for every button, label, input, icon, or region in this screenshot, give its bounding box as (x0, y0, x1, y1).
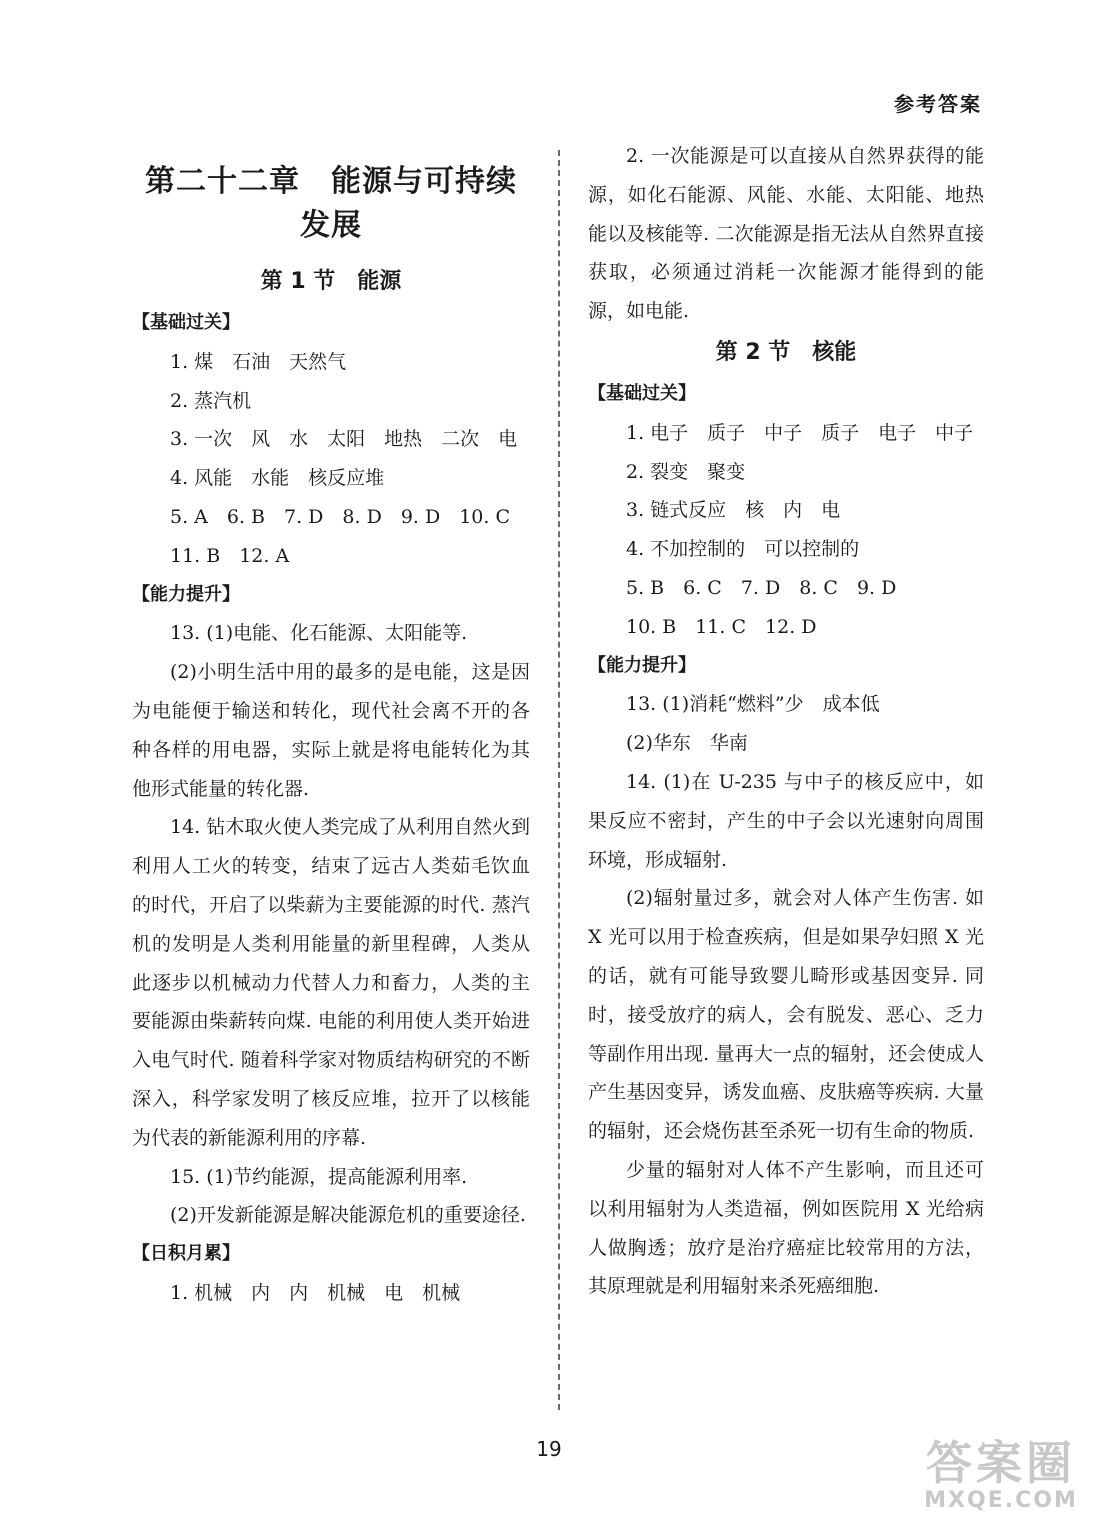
answer-item: 4. 不加控制的 可以控制的 (626, 538, 860, 561)
watermark-bottom-text: MXQE.COM (924, 1488, 1078, 1513)
answer-paragraph: 14. (1)在 U-235 与中子的核反应中，如果反应不密封，产生的中子会以光速射向周围环境，形成辐射. (588, 770, 984, 871)
answer-paragraph: 少量的辐射对人体不产生影响，而且还可以利用辐射为人类造福，例如医院用 X 光给病人做胸透；放疗是治疗癌症比较常用的方法，其原理就是利用辐射来杀死癌细胞. (588, 1158, 984, 1298)
answer-item: 5. A 6. B 7. D 8. D 9. D 10. C (170, 505, 511, 528)
answer-item: 10. B 11. C 12. D (626, 615, 817, 638)
answer-item: 3. 一次 风 水 太阳 地热 二次 电 (170, 428, 518, 451)
answer-item: 1. 电子 质子 中子 质子 电子 中子 (626, 421, 974, 444)
answer-paragraph: (2)辐射量过多，就会对人体产生伤害. 如 X 光可以用于检查疾病，但是如果孕妇照 X 光的话，就有可能导致婴儿畸形或基因变异. 同时，接受放疗的病人，会有脱发、恶心、乏力等副作用出现. 量再大一点的辐射，还会使成人产生基因变异，诱发血癌、皮肤癌等疾病. 大量的辐射，还会烧伤甚至杀死一切有生命的物质. (588, 887, 984, 1143)
answer-item: 11. B 12. A (170, 544, 290, 567)
right-column (588, 137, 984, 1306)
tag-ability: 【能力提升】 (588, 654, 696, 676)
answer-paragraph: 13. (1)电能、化石能源、太阳能等. (170, 622, 468, 645)
chapter-title: 第二十二章 能源与可持续发展 (145, 164, 517, 243)
header-label: 参考答案 (894, 92, 982, 116)
answer-paragraph: (2)小明生活中用的最多的是电能，这是因为电能便于输送和转化，现代社会离不开的各种各样的用电器，实际上就是将电能转化为其他形式能量的转化器. (132, 661, 530, 800)
watermark-top-text: 答案圈 (926, 1436, 1076, 1490)
answer-paragraph: 15. (1)节约能源，提高能源利用率. (170, 1165, 468, 1188)
tag-basic: 【基础过关】 (588, 382, 696, 404)
answer-item: 3. 链式反应 核 内 电 (626, 499, 841, 522)
answer-item: 5. B 6. C 7. D 8. C 9. D (626, 576, 897, 599)
column-divider (558, 150, 560, 1410)
answer-paragraph: (2)开发新能源是解决能源危机的重要途径. (170, 1204, 526, 1227)
answer-item: 2. 蒸汽机 (170, 389, 252, 412)
answer-item: 2. 裂变 聚变 (626, 460, 746, 483)
answer-paragraph: 2. 一次能源是可以直接从自然界获得的能源，如化石能源、风能、水能、太阳能、地热能以及核能等. 二次能源是指无法从自然界直接获取，必须通过消耗一次能源才能得到的能源，如电能. (588, 145, 984, 323)
answer-item: 4. 风能 水能 核反应堆 (170, 467, 385, 490)
answer-item: 1. 煤 石油 天然气 (170, 350, 347, 373)
left-column (132, 148, 530, 1313)
tag-daily: 【日积月累】 (132, 1243, 240, 1265)
tag-ability: 【能力提升】 (132, 583, 240, 605)
page-number: 19 (536, 1437, 562, 1461)
watermark-logo (916, 1438, 1086, 1528)
answer-paragraph: (2)华东 华南 (626, 732, 748, 755)
section-1-title: 第 1 节 能源 (260, 269, 402, 294)
answer-item: 1. 机械 内 内 机械 电 机械 (170, 1281, 461, 1304)
answer-paragraph: 13. (1)消耗“燃料”少 成本低 (626, 693, 880, 716)
section-2-title: 第 2 节 核能 (715, 339, 857, 365)
tag-basic: 【基础过关】 (132, 312, 240, 333)
answer-paragraph: 14. 钻木取火使人类完成了从利用自然火到利用人工火的转变，结束了远古人类茹毛饮血的时代，开启了以柴薪为主要能源的时代. 蒸汽机的发明是人类利用能量的新里程碑，人类从此逐步以机械动力代替人力和畜力，人类的主要能源由柴薪转向煤. 电能的利用使人类开始进入电气时代. 随着科学家对物质结构研究的不断深入，科学家发明了核反应堆，拉开了以核能为代表的新能源利用的序幕. (132, 816, 530, 1149)
